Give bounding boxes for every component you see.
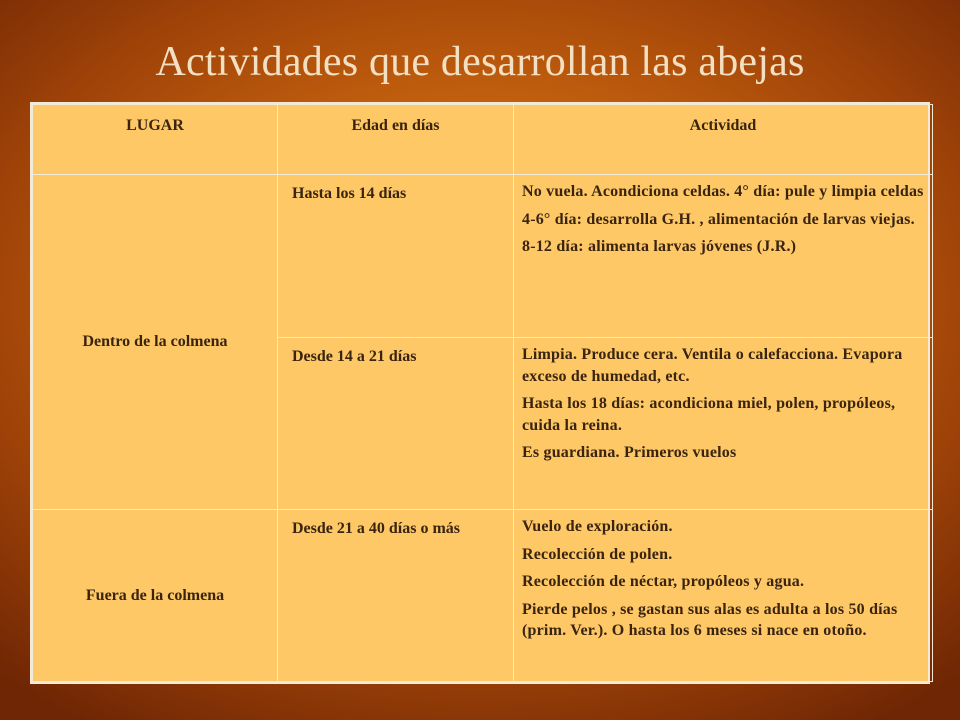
place-cell-inside: Dentro de la colmena [33, 175, 278, 510]
activity-line: Es guardiana. Primeros vuelos [522, 444, 737, 462]
activities-table-frame [30, 102, 930, 684]
header-actividad: Actividad [514, 105, 933, 175]
activity-line: 4-6° día: desarrolla G.H. , alimentación de larvas viejas. [522, 210, 915, 228]
place-cell-outside: Fuera de la colmena [33, 510, 278, 682]
activity-cell [514, 510, 933, 682]
activities-table [32, 104, 933, 682]
activity-line: 8-12 día: alimenta larvas jóvenes (J.R.) [522, 238, 797, 256]
header-edad: Edad en días [278, 105, 514, 175]
table-header-row [33, 105, 933, 175]
activity-line: Vuelo de exploración. [522, 518, 673, 535]
header-lugar: LUGAR [33, 105, 278, 175]
slide-title: Actividades que desarrollan las abejas [155, 39, 805, 85]
activity-line: Limpia. Produce cera. Ventila o calefacciona. Evapora exceso de humedad, etc. [522, 346, 903, 385]
activity-cell [514, 338, 933, 510]
age-cell: Desde 14 a 21 días [278, 338, 514, 510]
table-row [33, 510, 933, 682]
age-cell: Desde 21 a 40 días o más [278, 510, 514, 682]
activity-line: Recolección de polen. [522, 545, 673, 563]
table-row [33, 175, 933, 338]
activity-line: Pierde pelos , se gastan sus alas es adulta a los 50 días (prim. Ver.). O hasta los 6 meses si nace en otoño. [522, 600, 898, 640]
activity-line: Recolección de néctar, propóleos y agua. [522, 573, 805, 591]
activity-cell [514, 175, 933, 338]
activity-line: Hasta los 18 días: acondiciona miel, polen, propóleos, cuida la reina. [522, 395, 896, 434]
age-cell: Hasta los 14 días [278, 175, 514, 338]
activity-line: No vuela. Acondiciona celdas. 4° día: pule y limpia celdas [522, 183, 924, 200]
